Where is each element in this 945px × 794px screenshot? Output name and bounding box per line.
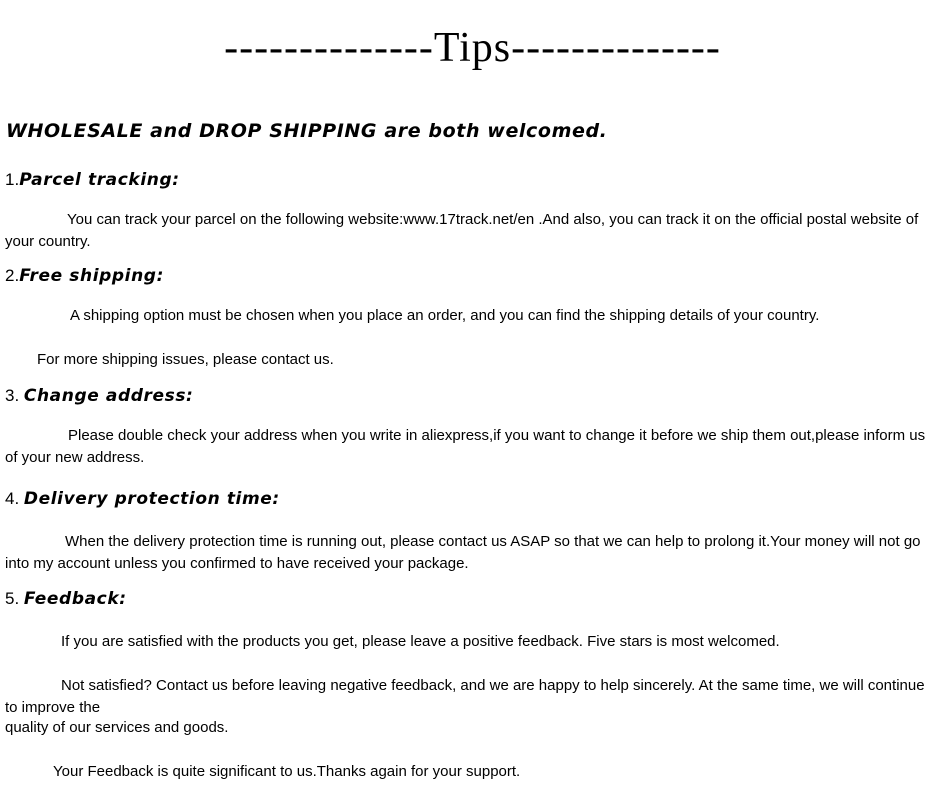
section-number: 3. [5, 386, 24, 405]
section-title: Change address: [23, 386, 194, 406]
page-title: --------------Tips-------------- [224, 25, 721, 71]
wholesale-headline: WHOLESALE and DROP SHIPPING are both welcomed. [6, 120, 608, 142]
section-heading-change-address [5, 386, 193, 406]
section-heading-feedback [5, 589, 127, 609]
parcel-tracking-text: You can track your parcel on the following website:www.17track.net/en .And also, you can track it on the official postal website of your country. [5, 211, 919, 250]
section-title: Free shipping: [19, 266, 164, 286]
change-address-text: Please double check your address when you write in aliexpress,if you want to change it before we ship them out,please inform us of your new address. [5, 427, 926, 466]
section-title: Feedback: [23, 589, 127, 609]
section-number: 5. [5, 589, 24, 608]
feedback-negative-text: Not satisfied? Contact us before leaving negative feedback, and we are happy to help sincerely. At the same time, we will continue to improve the [5, 677, 925, 716]
section-heading-delivery-protection [5, 489, 280, 509]
section-title: Parcel tracking: [19, 170, 180, 190]
section-heading-parcel-tracking [5, 170, 180, 190]
section-title: Delivery protection time: [23, 489, 280, 509]
delivery-protection-text: When the delivery protection time is running out, please contact us ASAP so that we can help to prolong it.Your money will not go into my account unless you confirmed to have received your package. [5, 533, 921, 572]
feedback-positive-text: If you are satisfied with the products you get, please leave a positive feedback. Five stars is most welcomed. [61, 633, 780, 650]
section-number: 4. [5, 489, 24, 508]
shipping-contact-text: For more shipping issues, please contact us. [37, 351, 334, 368]
section-number: 2. [5, 266, 20, 285]
section-number: 1. [5, 170, 20, 189]
section-heading-free-shipping [5, 266, 164, 286]
feedback-thanks-text: Your Feedback is quite significant to us.Thanks again for your support. [53, 763, 521, 780]
feedback-quality-text: quality of our services and goods. [5, 719, 229, 736]
free-shipping-text: A shipping option must be chosen when you place an order, and you can find the shipping details of your country. [70, 307, 820, 324]
